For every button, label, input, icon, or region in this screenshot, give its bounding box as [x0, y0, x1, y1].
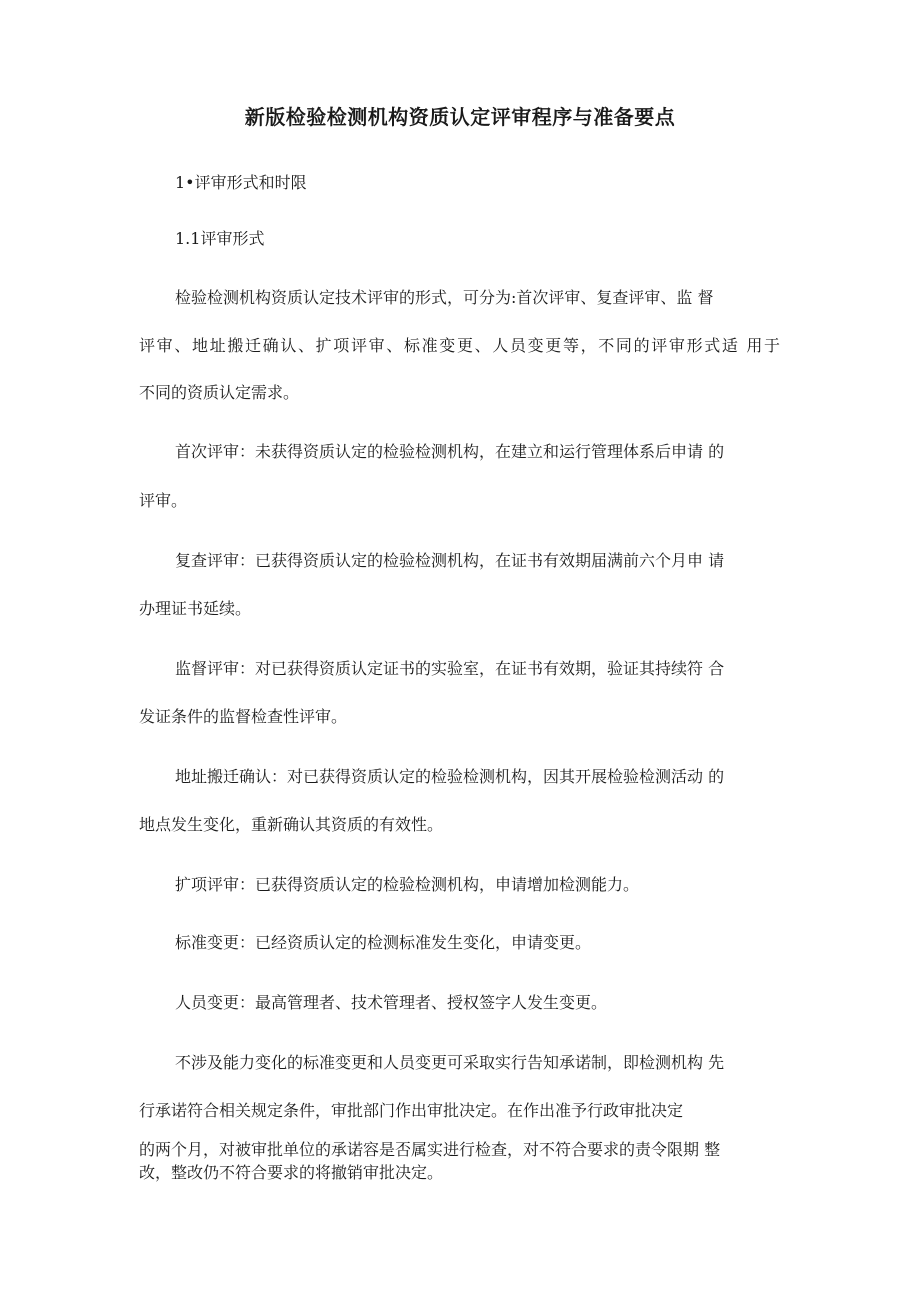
paragraph-line: 发证条件的监督检查性评审。 [139, 707, 348, 726]
paragraph-line: 评审。 [139, 491, 188, 510]
paragraph-line: 改，整改仍不符合要求的将撤销审批决定。 [139, 1163, 444, 1182]
paragraph-line: 评审、地址搬迁确认、扩项评审、标准变更、人员变更等，不同的评审形式适 用于 [139, 336, 780, 355]
paragraph-line: 行承诺符合相关规定条件，审批部门作出审批决定。在作出准予行政审批决定 [139, 1101, 684, 1120]
paragraph-line: 首次评审：未获得资质认定的检验检测机构，在建立和运行管理体系后申请 的 [175, 442, 725, 461]
paragraph-line: 监督评审：对已获得资质认定证书的实验室，在证书有效期，验证其持续符 合 [175, 659, 725, 678]
paragraph-line: 人员变更：最高管理者、技术管理者、授权签字人发生变更。 [175, 993, 608, 1012]
paragraph-line: 不涉及能力变化的标准变更和人员变更可采取实行告知承诺制，即检测机构 先 [175, 1053, 725, 1072]
paragraph-line: 办理证书延续。 [139, 599, 252, 618]
paragraph-line: 的两个月，对被审批单位的承诺容是否属实进行检查，对不符合要求的责令限期 整 [139, 1140, 721, 1159]
paragraph-line: 地址搬迁确认：对已获得资质认定的检验检测机构，因其开展检验检测活动 的 [175, 767, 725, 786]
paragraph-line: 地点发生变化，重新确认其资质的有效性。 [139, 815, 444, 834]
page-title: 新版检验检测机构资质认定评审程序与准备要点 [244, 105, 676, 129]
paragraph-line: 检验检测机构资质认定技术评审的形式，可分为:首次评审、复查评审、监 督 [175, 288, 714, 307]
paragraph-line: 扩项评审：已获得资质认定的检验检测机构，申请增加检测能力。 [175, 875, 640, 894]
paragraph-line: 复查评审：已获得资质认定的检验检测机构，在证书有效期届满前六个月申 请 [175, 551, 725, 570]
paragraph-line: 标准变更：已经资质认定的检测标准发生变化，申请变更。 [175, 933, 592, 952]
section-heading-1: 1•评审形式和时限 [175, 173, 307, 192]
section-heading-1-1: 1.1评审形式 [175, 229, 265, 248]
paragraph-line: 不同的资质认定需求。 [139, 383, 300, 402]
